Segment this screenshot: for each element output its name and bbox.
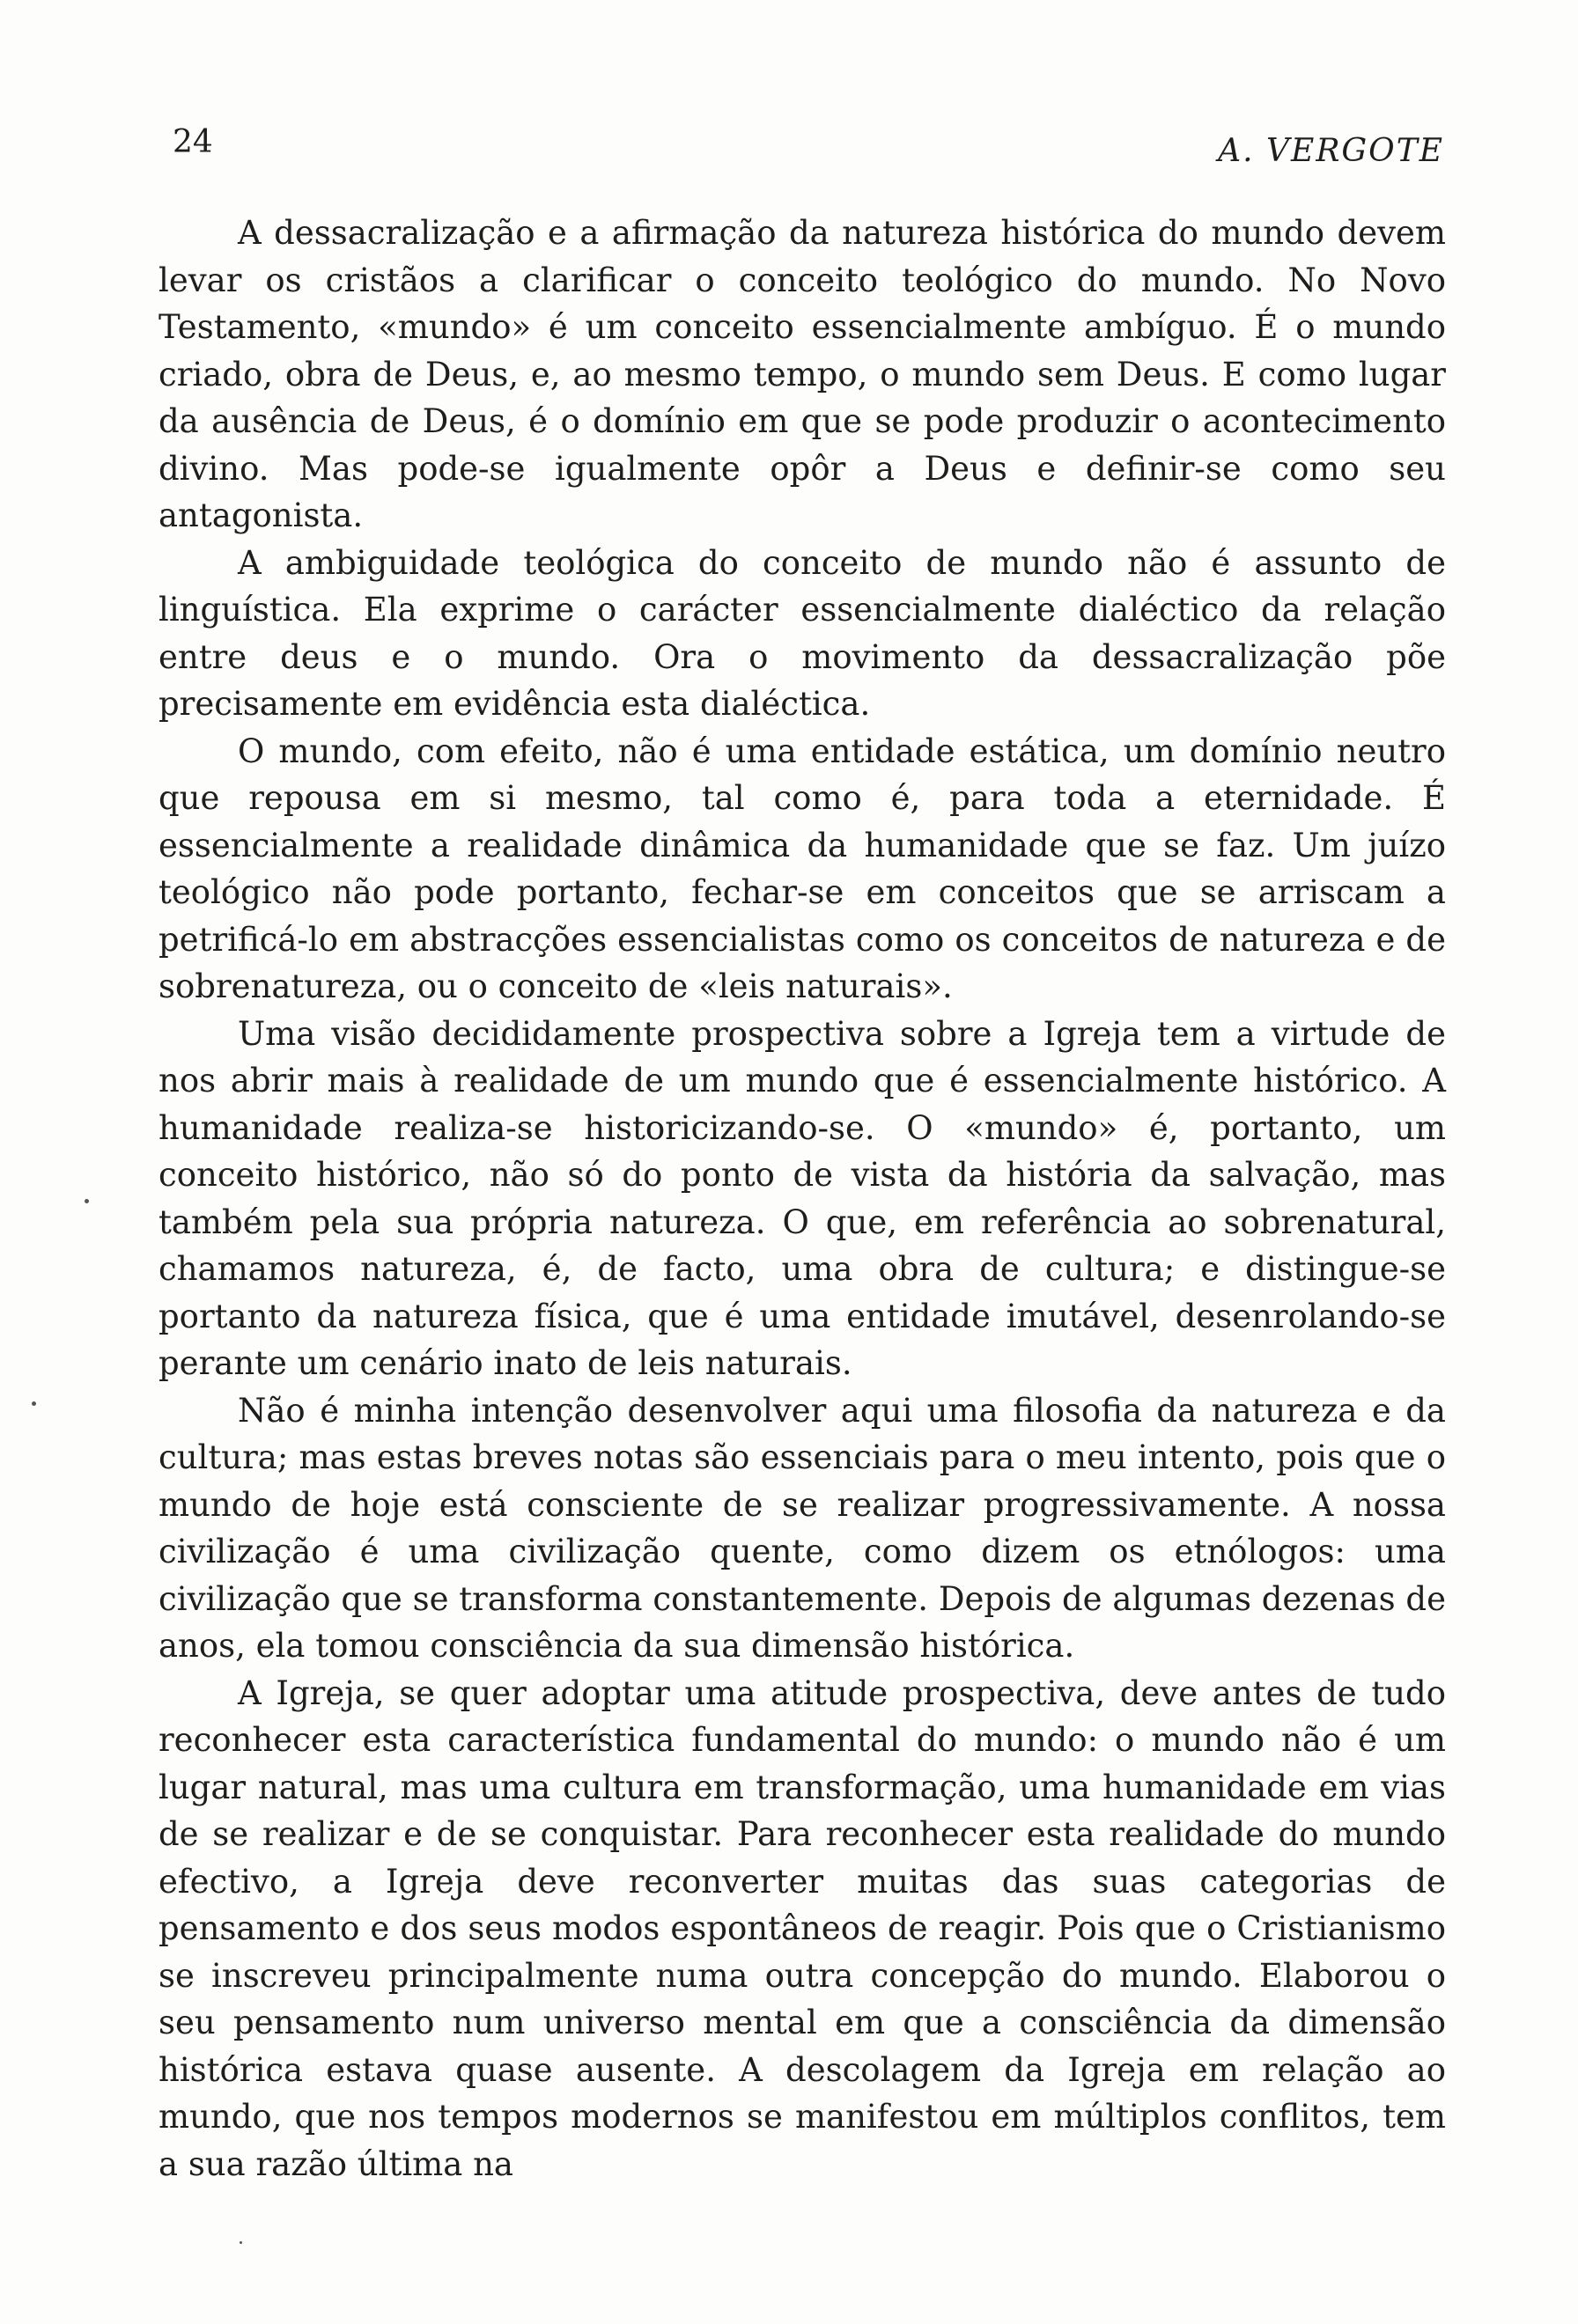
body-text: [159, 210, 1446, 2188]
scan-speck: [85, 1199, 89, 1203]
scan-speck: [32, 1401, 36, 1406]
paragraph: A ambiguidade teológica do conceito de mundo não é assunto de linguística. Ela exprime o carácter essencialmente dialéctico da relação entre deus e o mundo. Ora o movimento da dessacralização põe precisamente em evidência esta dialéctica.: [159, 543, 1446, 723]
running-head: A. VERGOTE: [1218, 133, 1444, 169]
paragraph: Uma visão decididamente prospectiva sobre a Igreja tem a virtude de nos abrir mais à realidade de um mundo que é essencialmente histórico. A humanidade realiza-se historicizando-se. O «mundo» é, portanto, um conceito histórico, não só do ponto de vista da história da salvação, mas também pela sua própria natureza. O que, em referência ao sobrenatural, chamamos natureza, é, de facto, uma obra de cultura; e distingue-se portanto da natureza física, que é uma entidade imutável, desenrolando-se perante um cenário inato de leis naturais.: [159, 1014, 1446, 1382]
paragraph: Não é minha intenção desenvolver aqui uma filosofia da natureza e da cultura; mas estas breves notas são essenciais para o meu intento, pois que o mundo de hoje está consciente de se realizar progressivamente. A nossa civilização é uma civilização quente, como dizem os etnólogos: uma civilização que se transforma constantemente. Depois de algumas dezenas de anos, ela tomou consciência da sua dimensão histórica.: [159, 1391, 1446, 1665]
paragraph: O mundo, com efeito, não é uma entidade estática, um domínio neutro que repousa em si mesmo, tal como é, para toda a eternidade. É essencialmente a realidade dinâmica da humanidade que se faz. Um juízo teológico não pode portanto, fechar-se em conceitos que se arriscam a petrificá-lo em abstracções essencialistas como os conceitos de natureza e de sobrenatureza, ou o conceito de «leis naturais».: [159, 732, 1446, 1005]
paragraph: A Igreja, se quer adoptar uma atitude prospectiva, deve antes de tudo reconhecer esta característica fundamental do mundo: o mundo não é um lugar natural, mas uma cultura em transformação, uma humanidade em vias de se realizar e de se conquistar. Para reconhecer esta realidade do mundo efectivo, a Igreja deve reconverter muitas das suas categorias de pensamento e dos seus modos espontâneos de reagir. Pois que o Cristianismo se inscreveu principalmente numa outra concepção do mundo. Elaborou o seu pensamento num universo mental em que a consciência da dimensão histórica estava quase ausente. A descolagem da Igreja em relação ao mundo, que nos tempos modernos se manifestou em múltiplos conflitos, tem a sua razão última na: [159, 1673, 1446, 2183]
paragraph: A dessacralização e a afirmação da natureza histórica do mundo devem levar os cristãos a clarificar o conceito teológico do mundo. No Novo Testamento, «mundo» é um conceito essencialmente ambíguo. É o mundo criado, obra de Deus, e, ao mesmo tempo, o mundo sem Deus. E como lugar da ausência de Deus, é o domínio em que se pode produzir o acontecimento divino. Mas pode-se igualmente opôr a Deus e definir-se como seu antagonista.: [159, 214, 1446, 534]
scan-speck: [240, 2241, 242, 2244]
page-number: 24: [173, 124, 213, 160]
